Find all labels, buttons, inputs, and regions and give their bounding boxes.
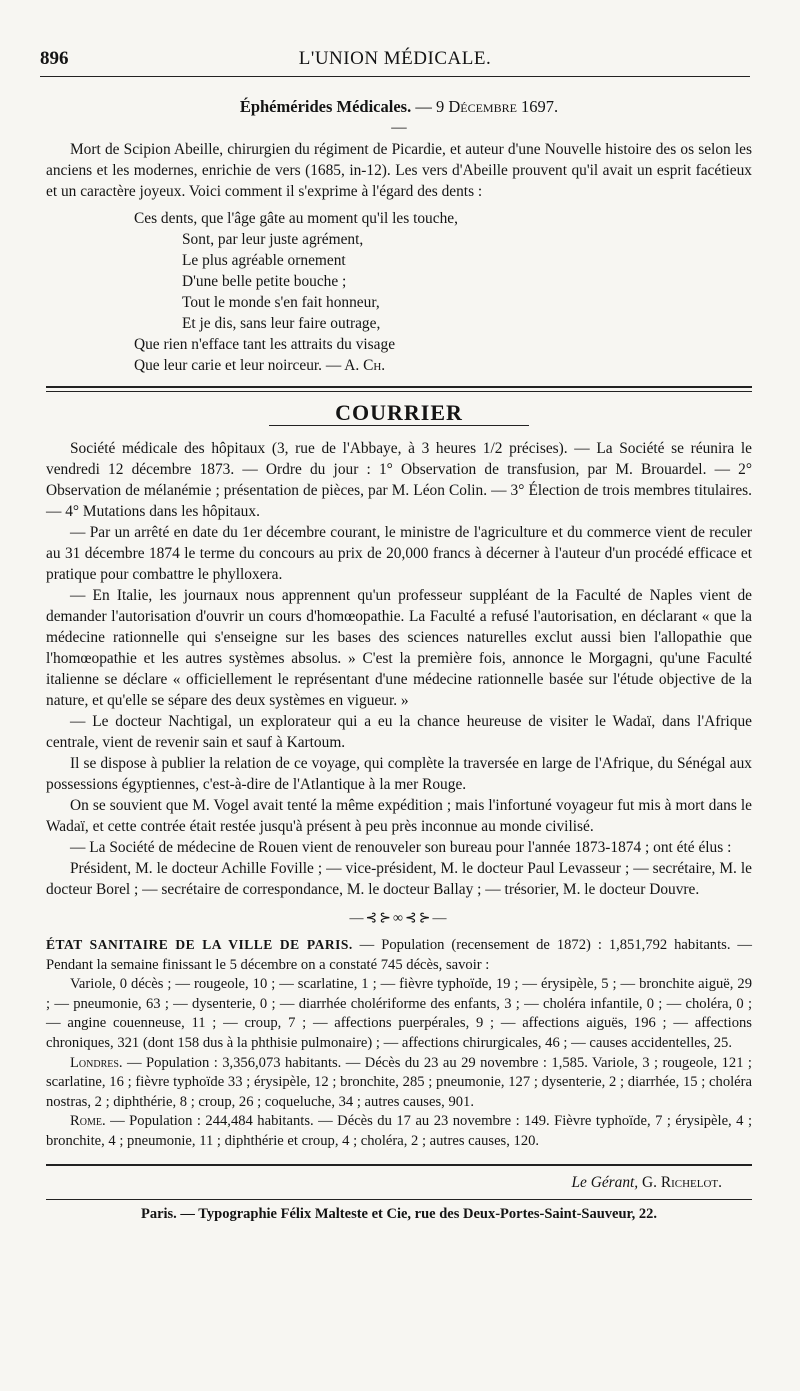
ephemerides-date: — 9 Décembre 1697. bbox=[415, 97, 559, 116]
courrier-title: COURRIER bbox=[335, 400, 463, 425]
londres-text: — Population : 3,356,073 habitants. — Décès du 23 au 29 novembre : 1,585. Variole, 3 ; rougeole, 121 ; scarlatine, 16 ; fièvre typhoïde 33 ; érysipèle, 12 ; bronchite, 285 ; pneumonie, 127 ; dysenterie, 2 ; diarrhée, 15 ; choléra nostras, 2 ; diphthérie, 8 ; croup, 26 ; coqueluche, 34 ; autres causes, 901. bbox=[46, 1054, 752, 1110]
signature-name: G. Richelot. bbox=[642, 1173, 722, 1191]
poem-line: Et je dis, sans leur faire outrage, bbox=[182, 315, 381, 332]
courrier-paragraph: — Par un arrêté en date du 1er décembre courant, le ministre de l'agriculture et du commerce vient de reculer au 31 décembre 1874 le terme du concours au prix de 20,000 francs à décerner à l'auteur d'un procédé efficace et pratique pour combattre le phylloxera. bbox=[46, 524, 752, 583]
poem-last-line: Que leur carie et leur noirceur. bbox=[134, 357, 323, 374]
poem bbox=[134, 208, 752, 376]
poem-line bbox=[134, 355, 752, 376]
section-divider bbox=[46, 386, 752, 392]
londres-label: Londres. bbox=[70, 1054, 123, 1071]
rome-label: Rome. bbox=[70, 1113, 106, 1130]
poem-line: Que rien n'efface tant les attraits du visage bbox=[134, 336, 396, 353]
courrier-paragraph: Société médicale des hôpitaux (3, rue de l'Abbaye, à 3 heures 1/2 précises). — La Société se réunira le vendredi 12 décembre 1873. — Ordre du jour : 1° Observation de transfusion, par M. Brouardel. — 2° Observation de mélanémie ; présentation de pièces, par M. Léon Colin. — 3° Élection de trois membres titulaires. — 4° Mutations dans les hôpitaux. bbox=[46, 440, 752, 520]
courrier-paragraph: — La Société de médecine de Rouen vient de renouveler son bureau pour l'année 1873-1874 ; ont été élus : bbox=[70, 839, 732, 856]
article-body bbox=[46, 90, 752, 1225]
courrier-paragraph: Président, M. le docteur Achille Foville ; — vice-président, M. le docteur Paul Levasseur ; — secrétaire, M. le docteur Borel ; — secrétaire de correspondance, M. le docteur Ballay ; — trésorier, M. le docteur Douvre. bbox=[46, 860, 752, 898]
etat-paris-detail: Variole, 0 décès ; — rougeole, 10 ; — scarlatine, 1 ; — fièvre typhoïde, 19 ; — érysipèle, 5 ; — bronchite aiguë, 29 ; — pneumonie, 63 ; — dysenterie, 0 ; — diarrhée cholériforme des enfants, 3 ; — choléra infantile, 0 ; — choléra, 0 ; — angine couenneuse, 11 ; — croup, 7 ; — affections puerpérales, 9 ; — affections aiguës, 196 ; — affections chroniques, 321 (dont 158 dus à la phthisie pulmonaire) ; — affections chirurgicales, 46 ; — causes accidentelles, 25. bbox=[46, 976, 752, 1051]
signature-label: Le Gérant, bbox=[571, 1173, 639, 1191]
ephemerides-heading bbox=[46, 96, 752, 117]
journal-title: L'UNION MÉDICALE. bbox=[298, 48, 492, 69]
rome-text: — Population : 244,484 habitants. — Décès du 17 au 23 novembre : 149. Fièvre typhoïde, 7 ; érysipèle, 4 ; bronchite, 4 ; pneumonie, 11 ; diphthérie et croup, 4 ; choléra, 2 ; autres causes, 120. bbox=[46, 1113, 752, 1149]
page-number: 896 bbox=[40, 48, 69, 69]
poem-line: Le plus agréable ornement bbox=[182, 252, 346, 269]
etat-rome bbox=[46, 1112, 752, 1151]
poem-line: Ces dents, que l'âge gâte au moment qu'il les touche, bbox=[134, 210, 458, 227]
etat-intro bbox=[46, 935, 752, 975]
running-head bbox=[40, 44, 750, 74]
courrier-rule bbox=[269, 425, 529, 426]
courrier-paragraph: — En Italie, les journaux nous apprennent qu'un professeur suppléant de la Faculté de Naples vient de demander l'autorisation d'ouvrir un cours d'homœopathie. La Faculté a refusé l'autorisation, en déclarant « que la médecine rationnelle qui s'enseigne sur les bases des sciences naturelles exclut aussi bien l'allopathie que l'homœopathie et les autres systèmes absolus. » C'est la première fois, annonce le Morgagni, qu'une Faculté italienne se déclare « officiellement le représentant d'une médecine rationnelle basée sur l'étude objective de la nature, et qu'elle se sépare des deux systèmes en vigueur. » bbox=[46, 587, 752, 709]
etat-intro-text: — Population (recensement de 1872) : 1,851,792 habitants. — Pendant la semaine finissant le 5 décembre on a constaté 745 décès, savoir : bbox=[46, 937, 753, 973]
poem-line: Sont, par leur juste agrément, bbox=[182, 231, 364, 248]
ephemerides-dash: — bbox=[391, 119, 407, 136]
ephemerides-title: Éphémérides Médicales. bbox=[239, 97, 412, 116]
poem-line: Tout le monde s'en fait honneur, bbox=[182, 294, 380, 311]
printer-line: Paris. — Typographie Félix Malteste et Cie, rue des Deux-Portes-Saint-Sauveur, 22. bbox=[140, 1205, 658, 1222]
etat-sanitaire bbox=[46, 935, 752, 1152]
ephemerides-text: Mort de Scipion Abeille, chirurgien du régiment de Picardie, et auteur d'une Nouvelle histoire des os selon les anciens et les modernes, enrichie de vers (1685, in-12). Les vers d'Abeille prouvent qu'il avait un esprit facétieux et un caractère joyeux. Voici comment il s'exprime à l'égard des dents : bbox=[46, 141, 752, 200]
etat-londres bbox=[46, 1054, 752, 1113]
courrier-paragraph: Il se dispose à publier la relation de ce voyage, qui complète la traversée en large de l'Afrique, du Sénégal aux possessions égyptiennes, c'est-à-dire de l'Atlantique à la mer Rouge. bbox=[46, 755, 752, 793]
courrier-paragraph: On se souvient que M. Vogel avait tenté la même expédition ; mais l'infortuné voyageur fut mis à mort dans le Wadaï, et cette contrée était restée jusqu'à présent à peu près inconnue au monde civilisé. bbox=[46, 797, 752, 835]
footer-rule bbox=[46, 1164, 752, 1166]
printer-rule bbox=[46, 1199, 752, 1200]
etat-heading: ÉTAT SANITAIRE DE LA VILLE DE PARIS. bbox=[46, 937, 353, 952]
gerant-signature bbox=[46, 1172, 722, 1193]
ornament-divider: —⊰⊱∞⊰⊱— bbox=[349, 911, 449, 926]
poem-line: D'une belle petite bouche ; bbox=[182, 273, 347, 290]
courrier-paragraph: — Le docteur Nachtigal, un explorateur qui a eu la chance heureuse de visiter le Wadaï, dans l'Afrique centrale, vient de revenir sain et sauf à Kartoum. bbox=[46, 713, 752, 751]
ephemerides-signature: — A. Ch. bbox=[325, 357, 386, 374]
header-rule bbox=[40, 76, 750, 77]
